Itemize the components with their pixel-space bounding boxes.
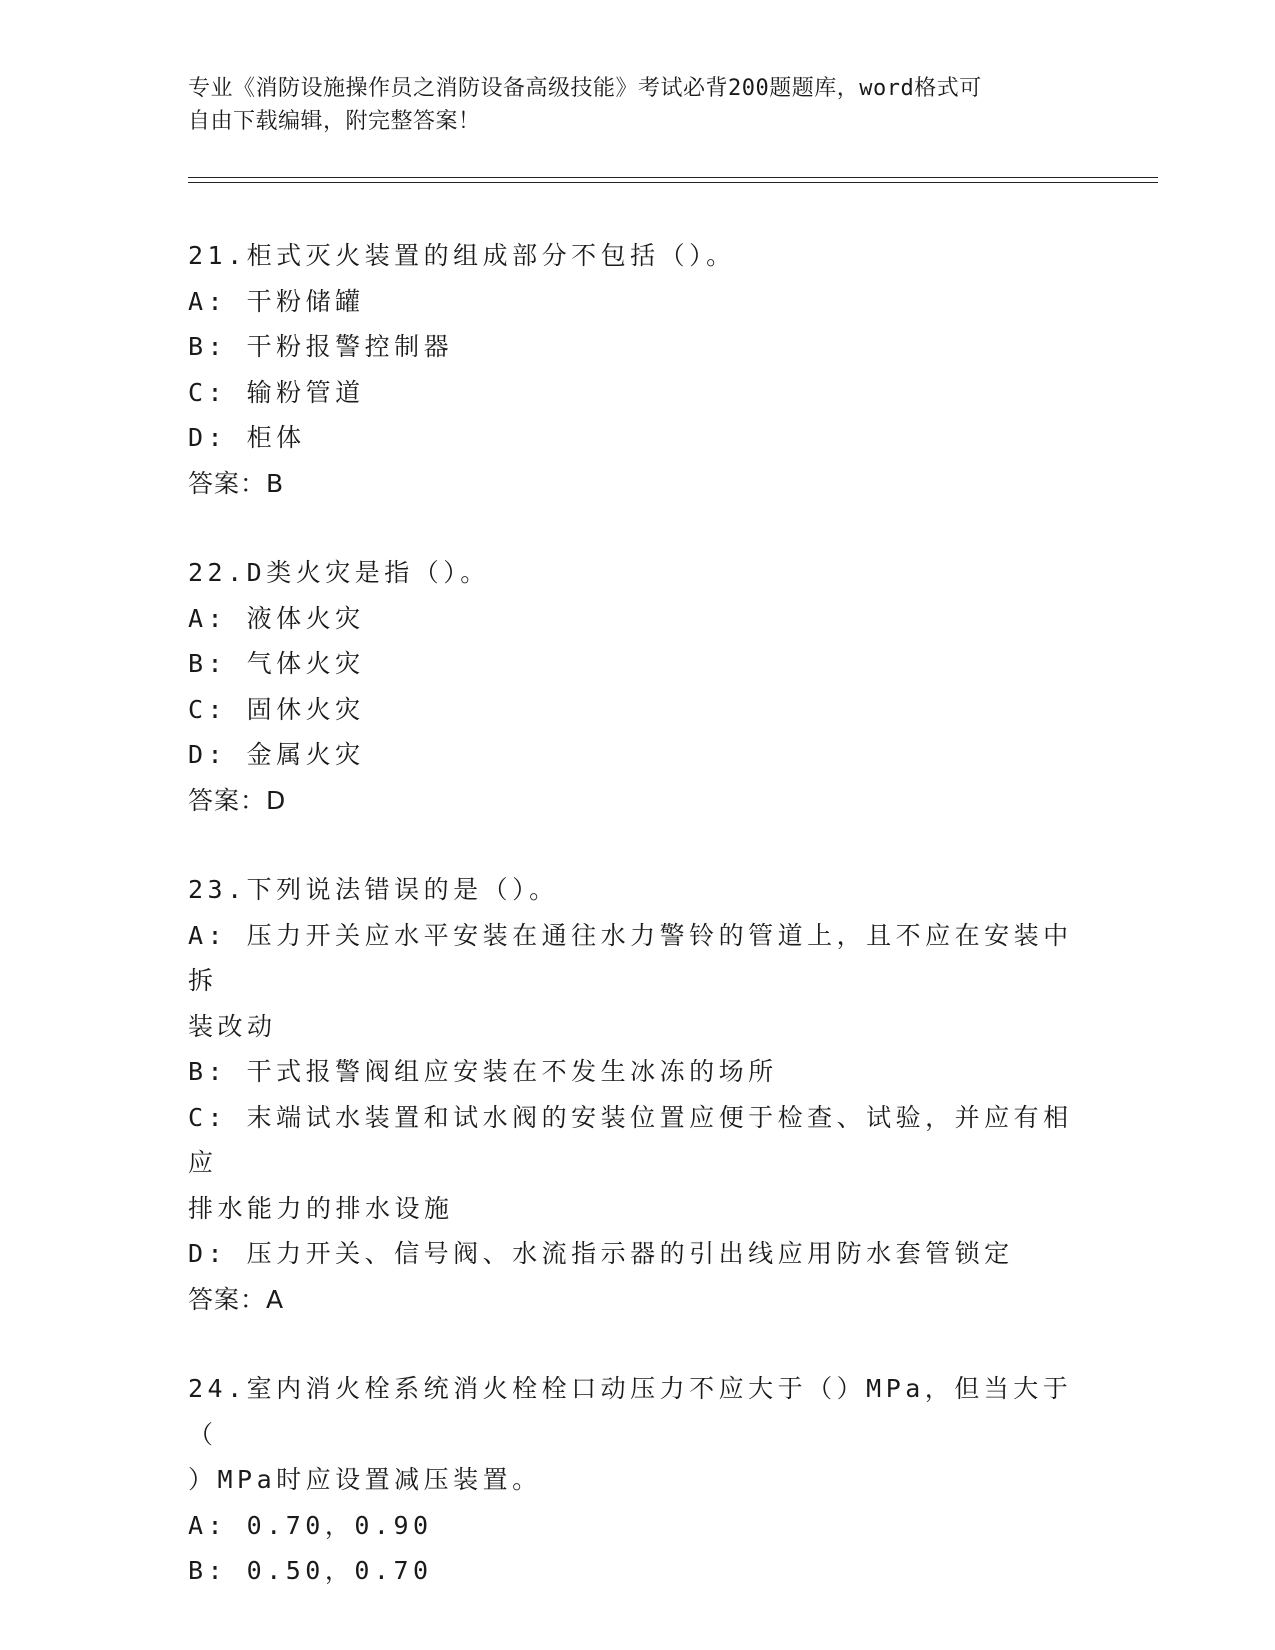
answer-option: A: 干粉储罐 xyxy=(188,286,365,316)
answer-option: B: 气体火灾 xyxy=(188,649,365,678)
question-stem: 22.D类火灾是指（）。 xyxy=(188,558,490,587)
answer-option: D: 金属火灾 xyxy=(188,740,365,769)
answer-option: B: 0.50，0.70 xyxy=(188,1556,433,1585)
answer-option: A: 液体火灾 xyxy=(188,603,365,633)
question-block xyxy=(188,867,1088,1322)
question-stem: 23.下列说法错误的是（）。 xyxy=(188,875,559,904)
answer-option: A: 0.70，0.90 xyxy=(188,1510,433,1540)
header-line-1: 专业《消防设施操作员之消防设备高级技能》考试必背200题题库，word格式可 xyxy=(188,76,982,101)
question-block xyxy=(188,233,1088,506)
question-stem: 21.柜式灭火装置的组成部分不包括（）。 xyxy=(188,241,736,270)
answer-option: B: 干式报警阀组应安装在不发生冰冻的场所 xyxy=(188,1057,778,1086)
answer-key: 答案：A xyxy=(188,1284,285,1314)
header-line-2: 自由下载编辑，附完整答案！ xyxy=(188,109,481,134)
answer-option: 排水能力的排水设施 xyxy=(188,1193,454,1223)
answer-option: C: 固休火灾 xyxy=(188,694,365,724)
answer-key: 答案：D xyxy=(188,785,287,815)
answer-option: C: 输粉管道 xyxy=(188,377,365,407)
question-block xyxy=(188,550,1088,823)
question-list xyxy=(188,233,1088,1638)
answer-option: D: 柜体 xyxy=(188,423,306,452)
question-stem: 24.室内消火栓系统消火栓栓口动压力不应大于（）MPa，但当大于（ xyxy=(188,1374,1073,1449)
answer-option: A: 压力开关应水平安装在通往水力警铃的管道上，且不应在安装中拆 xyxy=(188,920,1073,995)
answer-option: D: 压力开关、信号阀、水流指示器的引出线应用防水套管锁定 xyxy=(188,1239,1014,1268)
answer-key: 答案：B xyxy=(188,468,285,498)
answer-option: C: 末端试水装置和试水阀的安装位置应便于检查、试验，并应有相应 xyxy=(188,1102,1073,1177)
answer-option: 装改动 xyxy=(188,1011,277,1041)
header-divider-bottom xyxy=(188,182,1158,183)
document-header xyxy=(188,72,1068,138)
question-stem: ）MPa时应设置减压装置。 xyxy=(188,1465,542,1494)
question-block xyxy=(188,1366,1088,1594)
header-divider-top xyxy=(188,177,1158,178)
answer-option: B: 干粉报警控制器 xyxy=(188,332,454,361)
